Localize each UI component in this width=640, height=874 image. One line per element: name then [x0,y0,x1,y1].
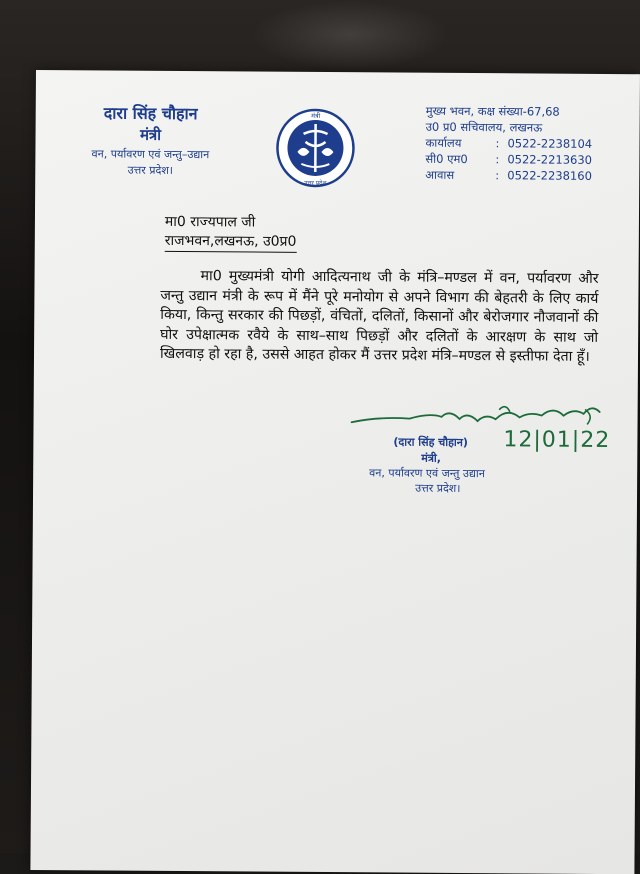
contact-row: कार्यालय : 0522-2238104 [425,135,593,151]
light-glare [250,0,450,70]
letterhead-contacts [425,103,606,184]
sender-title: मंत्री [139,125,162,144]
contact-number: 0522-2238160 [507,168,592,183]
signatory-name: (दारा सिंह चौहान) [393,435,468,450]
addressee-name: मा0 राज्यपाल जी [164,213,256,231]
letterhead-sender [55,102,246,178]
signatory-department: वन, पर्यावरण एवं जन्तु उद्यान [369,466,485,481]
addressee-address: राजभवन,लखनऊ, उ0प्र0 [165,232,297,253]
signatory-state: उत्तर प्रदेश। [415,481,461,495]
addressee-block [165,213,297,253]
up-state-emblem-icon [275,108,356,189]
address-line-2: उ0 प्र0 सचिवालय, लखनऊ [425,119,543,135]
contact-number: 0522-2213630 [507,152,593,167]
contact-label: आवास [425,167,455,182]
contact-row: आवास : 0522-2238160 [425,167,592,183]
emblem-bottom-text: उत्तर प्रदेश [303,179,327,188]
signatory-title: मंत्री, [421,451,442,465]
contact-label: सी0 एम0 [425,151,468,167]
sender-department: वन, पर्यावरण एवं जन्तु–उद्यान [91,147,210,162]
emblem-top-text: मंत्री [311,111,321,120]
address-line-1: मुख्य भवन, कक्ष संख्या-67,68 [425,103,560,119]
handwritten-date: 12|01|22 [503,427,611,454]
letter-body: मा0 मुख्यमंत्री योगी आदित्यनाथ जी के मंत्रि–मण्डल में वन, पर्यावरण और जन्तु उद्यान मंत्री के रूप में मैंने पूरे मनोयोग से अपने विभाग की बेहतरी के लिए कार्य किया, किन्तु सरकार की पिछड़ों, वंचितों, दलितों, किसानों और बेरोजगार नौजवानों की घोर उपेक्षात्मक रवैये के साथ–साथ पिछड़ों और दलितों के आरक्षण के साथ जो खिलवाड़ हो रहा है, उससे आहत होकर मैं उत्तर प्रदेश मंत्रि–मण्डल से इस्तीफा देता हूँ। [159,268,599,366]
letter-page [30,70,640,874]
sender-state: उत्तर प्रदेश। [127,163,174,177]
contact-row: सी0 एम0 : 0522-2213630 [425,151,593,167]
sender-name: दारा सिंह चौहान [103,103,198,124]
contact-number: 0522-2238104 [507,136,593,151]
contact-label: कार्यालय [425,135,462,150]
